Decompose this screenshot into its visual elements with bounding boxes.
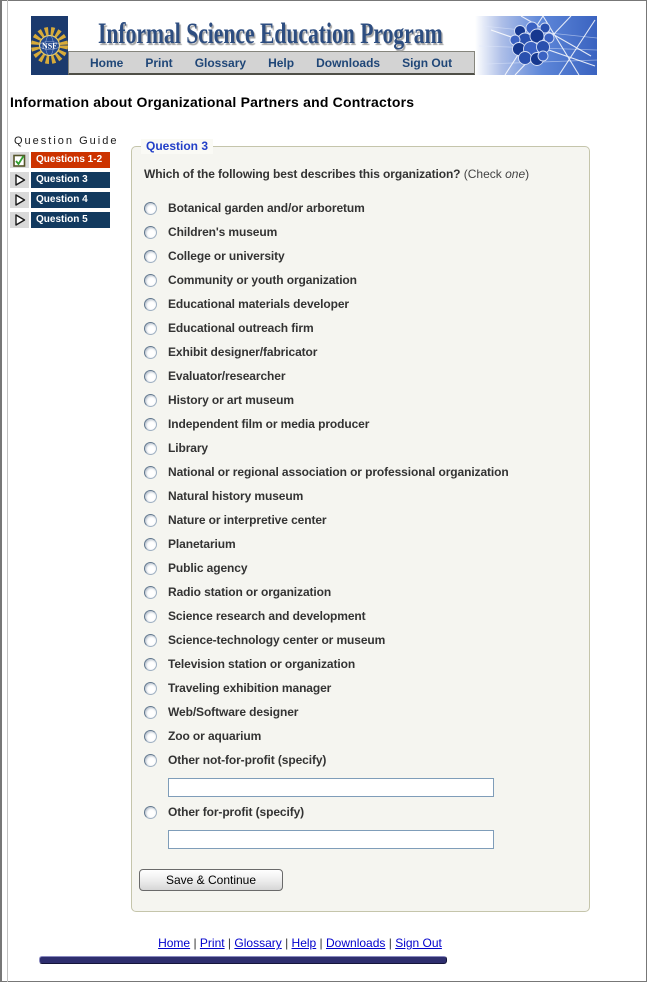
radio-button[interactable]: [144, 226, 157, 239]
radio-button[interactable]: [144, 298, 157, 311]
option-row: [144, 196, 579, 220]
question-guide-items: [10, 152, 110, 228]
other-options-section: [144, 748, 494, 891]
option-label: Science-technology center or museum: [168, 633, 386, 647]
separator: |: [316, 936, 327, 950]
sidebar-item[interactable]: [10, 152, 110, 168]
option-label: Educational outreach firm: [168, 321, 314, 335]
options-list: [144, 196, 579, 748]
radio-button[interactable]: [144, 322, 157, 335]
option-row: [144, 580, 579, 604]
option-label: Independent film or media producer: [168, 417, 370, 431]
nav-link[interactable]: Downloads: [316, 55, 381, 70]
radio-button[interactable]: [144, 370, 157, 383]
footer-links: [1, 936, 599, 950]
option-row: [144, 532, 579, 556]
nav-link[interactable]: Glossary: [194, 55, 247, 70]
radio-button[interactable]: [144, 514, 157, 527]
option-row: [144, 412, 579, 436]
banner: [31, 16, 597, 75]
question-legend: Question 3: [141, 139, 213, 154]
radio-button[interactable]: [144, 202, 157, 215]
question-guide-title: Question Guide: [14, 135, 119, 147]
option-label: Evaluator/researcher: [168, 369, 286, 383]
option-row: [144, 628, 579, 652]
arrow-right-icon: [10, 192, 29, 208]
option-label: Children's museum: [168, 225, 278, 239]
radio-button[interactable]: [144, 346, 157, 359]
option-label: Web/Software designer: [168, 705, 299, 719]
option-row: [144, 508, 579, 532]
option-row: [144, 340, 579, 364]
radio-button[interactable]: [144, 562, 157, 575]
option-row: [144, 484, 579, 508]
other-for-profit-input[interactable]: [168, 830, 494, 849]
radio-button[interactable]: [144, 442, 157, 455]
sidebar-item-label: Question 3: [31, 172, 110, 188]
radio-button[interactable]: [144, 682, 157, 695]
sidebar-item[interactable]: [10, 172, 110, 188]
radio-button[interactable]: [144, 418, 157, 431]
nav-link[interactable]: Print: [145, 55, 173, 70]
option-label: National or regional association or professional organization: [168, 465, 509, 479]
option-label: Radio station or organization: [168, 585, 332, 599]
sidebar-item[interactable]: [10, 212, 110, 228]
footer-link[interactable]: Home: [158, 936, 191, 950]
option-row: [144, 800, 494, 824]
banner-title-band: [68, 16, 475, 51]
option-row: [144, 604, 579, 628]
separator: |: [281, 936, 292, 950]
footer-link[interactable]: Sign Out: [395, 936, 442, 950]
sidebar-item-label: Question 4: [31, 192, 110, 208]
option-label: Other for-profit (specify): [168, 805, 305, 819]
radio-button[interactable]: [144, 490, 157, 503]
option-row: [144, 652, 579, 676]
option-label: Exhibit designer/fabricator: [168, 345, 318, 359]
sidebar-item-label: Question 5: [31, 212, 110, 228]
footer-link[interactable]: Print: [199, 936, 225, 950]
sidebar-item[interactable]: [10, 192, 110, 208]
option-label: Nature or interpretive center: [168, 513, 327, 527]
arrow-right-icon: [10, 212, 29, 228]
radio-button[interactable]: [144, 754, 157, 767]
radio-button[interactable]: [144, 610, 157, 623]
option-row: [144, 676, 579, 700]
footer-link[interactable]: Help: [291, 936, 317, 950]
radio-button[interactable]: [144, 250, 157, 263]
banner-nav: [68, 51, 475, 75]
option-row: [144, 388, 579, 412]
question-3-panel: [131, 139, 590, 912]
radio-button[interactable]: [144, 394, 157, 407]
nsf-logo: [31, 16, 68, 75]
option-label: Zoo or aquarium: [168, 729, 262, 743]
option-row: [144, 724, 579, 748]
option-row: [144, 700, 579, 724]
sidebar-item-label: Questions 1-2: [31, 152, 110, 168]
radio-button[interactable]: [144, 274, 157, 287]
banner-middle: [68, 16, 475, 75]
option-label: Public agency: [168, 561, 248, 575]
radio-button[interactable]: [144, 706, 157, 719]
option-row: [144, 364, 579, 388]
option-row: [144, 436, 579, 460]
radio-button[interactable]: [144, 730, 157, 743]
radio-button[interactable]: [144, 658, 157, 671]
arrow-right-icon: [10, 172, 29, 188]
option-row: [144, 292, 579, 316]
option-label: Natural history museum: [168, 489, 304, 503]
option-row: [144, 268, 579, 292]
separator: |: [385, 936, 396, 950]
nav-link[interactable]: Help: [268, 55, 295, 70]
radio-button[interactable]: [144, 634, 157, 647]
option-label: Traveling exhibition manager: [168, 681, 332, 695]
check-one-note: (Check one): [463, 167, 530, 181]
question-prompt: [144, 167, 529, 181]
nav-link[interactable]: Home: [90, 55, 124, 70]
option-label: Educational materials developer: [168, 297, 349, 311]
option-row: [144, 748, 494, 772]
option-label: Botanical garden and/or arboretum: [168, 201, 365, 215]
option-label: Library: [168, 441, 208, 455]
nsf-logo-text: NSF: [41, 41, 58, 51]
molecule-graphic: [475, 16, 597, 75]
nsf-logo-graphic: [31, 16, 68, 75]
footer-divider: [39, 956, 447, 964]
option-label: Other not-for-profit (specify): [168, 753, 327, 767]
radio-button[interactable]: [144, 538, 157, 551]
window-border-inner-line: [7, 0, 8, 982]
separator: |: [190, 936, 200, 950]
nav-link[interactable]: Sign Out: [402, 55, 453, 70]
checked-checkbox-icon: [10, 152, 29, 168]
option-row: [144, 460, 579, 484]
footer-link[interactable]: Glossary: [234, 936, 282, 950]
option-label: College or university: [168, 249, 285, 263]
option-label: Television station or organization: [168, 657, 356, 671]
save-continue-button[interactable]: Save & Continue: [139, 869, 283, 891]
radio-button[interactable]: [144, 466, 157, 479]
option-label: Community or youth organization: [168, 273, 357, 287]
banner-graphic: [475, 16, 597, 75]
option-label: History or art museum: [168, 393, 294, 407]
radio-button[interactable]: [144, 586, 157, 599]
option-row: [144, 556, 579, 580]
option-row: [144, 244, 579, 268]
question-prompt-text: Which of the following best describes this organization?: [144, 167, 461, 181]
option-label: Planetarium: [168, 537, 236, 551]
separator: |: [224, 936, 235, 950]
footer-link[interactable]: Downloads: [326, 936, 386, 950]
option-row: [144, 220, 579, 244]
page-title: Information about Organizational Partners and Contractors: [10, 94, 415, 110]
option-row: [144, 316, 579, 340]
radio-button[interactable]: [144, 806, 157, 819]
option-label: Science research and development: [168, 609, 366, 623]
question-guide: [10, 134, 119, 232]
banner-title: Informal Science Education Program: [98, 16, 443, 50]
other-not-for-profit-input[interactable]: [168, 778, 494, 797]
